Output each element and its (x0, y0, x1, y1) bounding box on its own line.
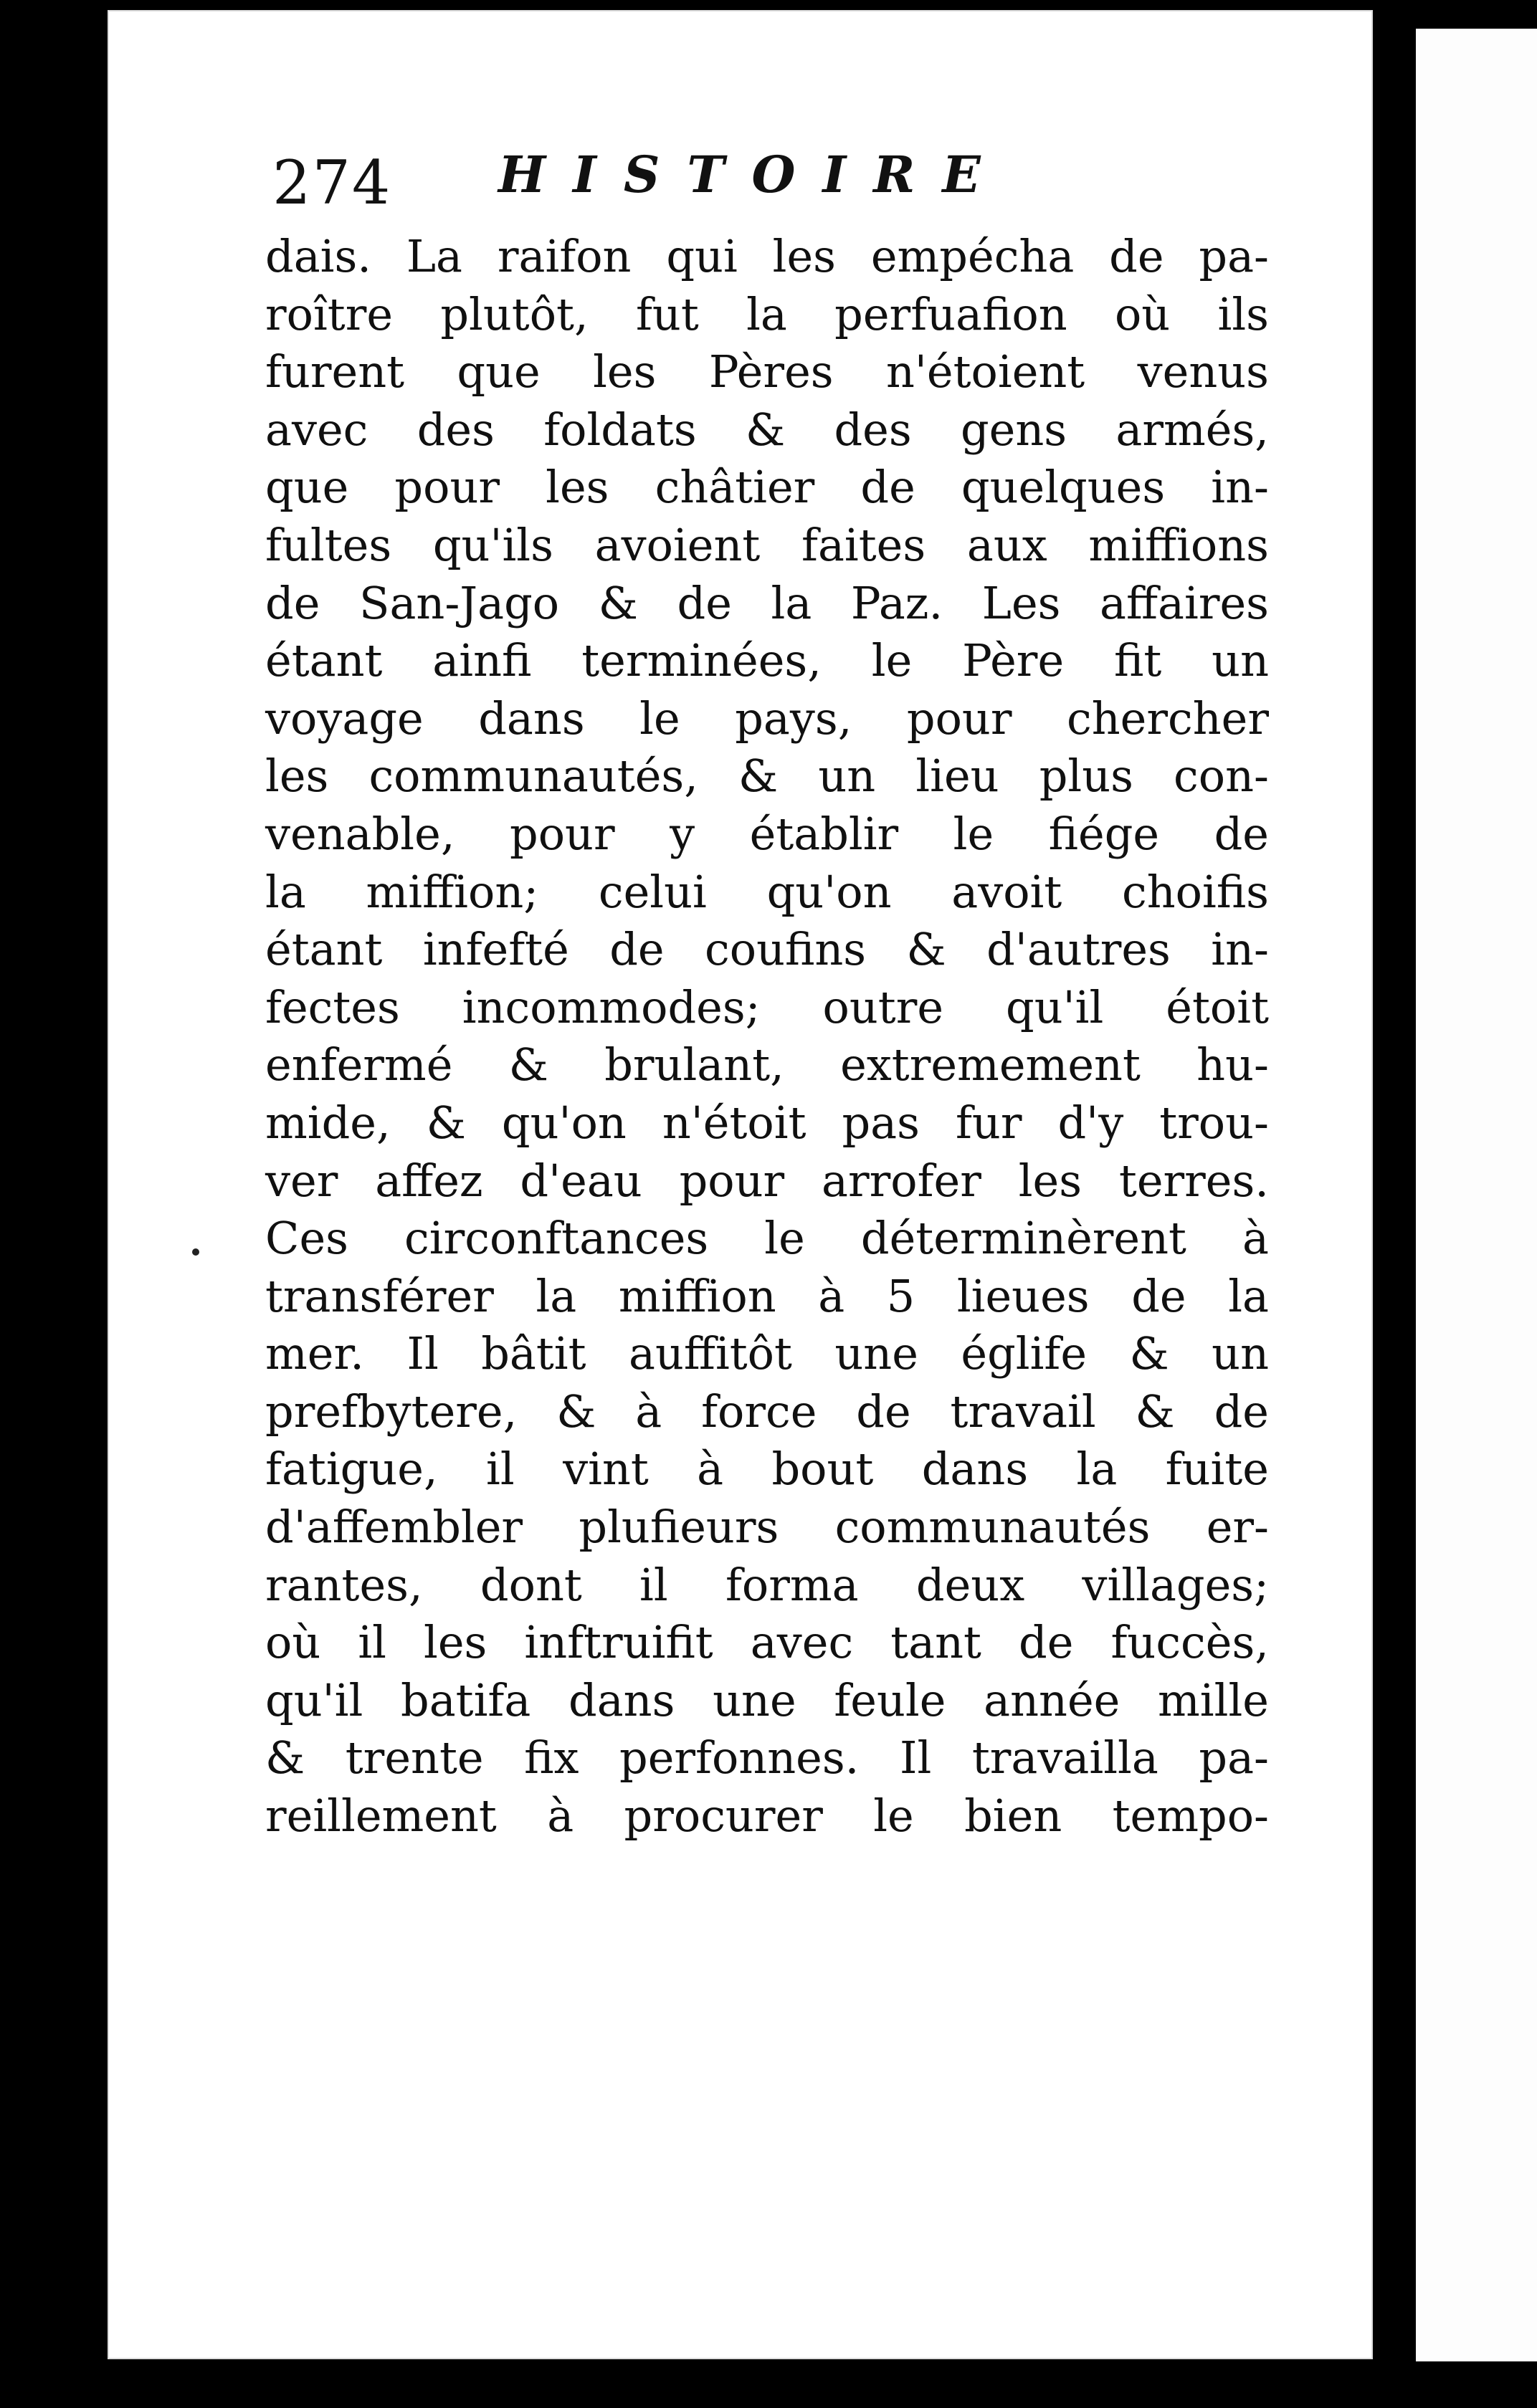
text-line: Ces circonftances le déterminèrent à (265, 1212, 1269, 1265)
page-header (272, 140, 1082, 219)
text-line: avec des foldats & des gens armés, (265, 403, 1269, 456)
text-line: les communautés, & un lieu plus con- (265, 750, 1269, 803)
text-line: reillement à procurer le bien tempo- (265, 1790, 1269, 1843)
text-line: prefbytere, & à force de travail & de (265, 1385, 1269, 1438)
text-line: de San-Jago & de la Paz. Les affaires (265, 576, 1269, 629)
text-line: où il les inftruifit avec tant de fuccès, (265, 1616, 1269, 1669)
ink-speck (192, 1248, 199, 1256)
text-line: la miffion; celui qu'on avoit choifis (265, 865, 1269, 918)
page-number: 274 (272, 148, 392, 218)
text-line: qu'il batifa dans une feule année mille (265, 1673, 1269, 1726)
running-title: HISTOIRE (498, 145, 1008, 204)
facing-page-edge (1416, 29, 1537, 2361)
text-line: dais. La raifon qui les empécha de pa- (265, 230, 1269, 282)
text-line: mide, & qu'on n'étoit pas fur d'y trou- (265, 1096, 1269, 1149)
text-line: venable, pour y établir le fiége de (265, 807, 1269, 860)
text-line: fultes qu'ils avoient faites aux miffions (265, 518, 1269, 571)
text-line: fectes incommodes; outre qu'il étoit (265, 980, 1269, 1033)
text-line: rantes, dont il forma deux villages; (265, 1558, 1269, 1611)
body-text (265, 228, 1269, 1845)
text-line: étant infefté de coufins & d'autres in- (265, 923, 1269, 976)
text-line: enfermé & brulant, extremement hu- (265, 1038, 1269, 1091)
text-line: & trente fix perfonnes. Il travailla pa- (265, 1731, 1269, 1784)
text-line: ver affez d'eau pour arrofer les terres. (265, 1154, 1269, 1207)
text-line: d'affembler plufieurs communautés er- (265, 1501, 1269, 1554)
text-line: fatigue, il vint à bout dans la fuite (265, 1443, 1269, 1496)
text-line: que pour les châtier de quelques in- (265, 461, 1269, 514)
text-line: mer. Il bâtit auffitôt une églife & un (265, 1327, 1269, 1380)
text-line: roître plutôt, fut la perfuafion où ils (265, 287, 1269, 340)
text-line: voyage dans le pays, pour chercher (265, 692, 1269, 745)
text-line: étant ainfi terminées, le Père fit un (265, 634, 1269, 687)
text-line: furent que les Pères n'étoient venus (265, 345, 1269, 398)
text-line: transférer la miffion à 5 lieues de la (265, 1269, 1269, 1322)
